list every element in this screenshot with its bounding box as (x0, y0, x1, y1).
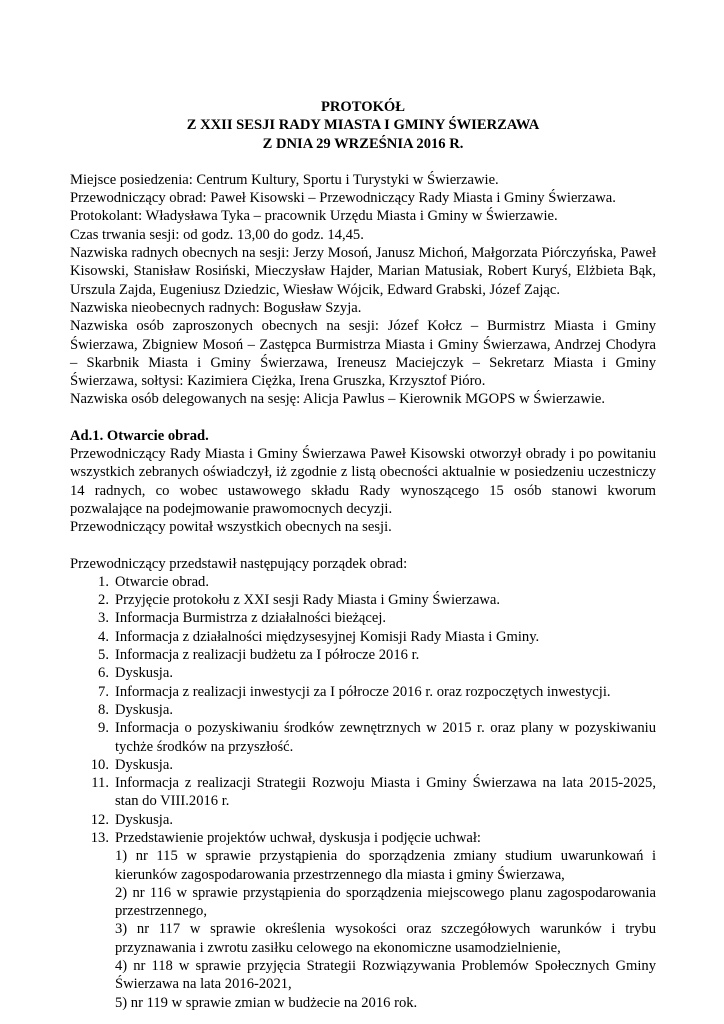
section-heading: Ad.1. Otwarcie obrad. (70, 427, 209, 444)
list-item: 11. Informacja z realizacji Strategii Rozwoju Miasta i Gminy Świerzawa na lata 2015-2025, stan do VIII.2016 r. (91, 775, 656, 810)
resolution-item: 2) nr 116 w sprawie przystąpienia do sporządzenia miejscowego planu zagospodarowania przestrzennego, (115, 884, 656, 920)
list-item: 12. Dyskusja. (90, 811, 173, 828)
list-item: 9. Informacja o pozyskiwaniu środków zewnętrznych w 2015 r. oraz plany w pozyskiwaniu tychże środków na przyszłość. (98, 720, 656, 755)
document-title (70, 98, 656, 153)
agenda-list (70, 573, 656, 1012)
meeting-duration: Czas trwania sesji: od godz. 13,00 do godz. 14,45. (70, 226, 364, 243)
list-item: 8. Dyskusja. (98, 701, 173, 718)
meeting-place: Miejsce posiedzenia: Centrum Kultury, Sportu i Turystyki w Świerzawie. (70, 171, 499, 188)
list-item: 4. Informacja z działalności międzysesyjnej Komisji Rady Miasta i Gminy. (98, 628, 540, 645)
agenda-intro: Przewodniczący przedstawił następujący porządek obrad: (70, 555, 408, 572)
session-info (70, 171, 656, 409)
list-item: 10. Dyskusja. (90, 756, 173, 773)
title-line-1: PROTOKÓŁ (320, 99, 406, 115)
list-item: 5. Informacja z realizacji budżetu za I półrocze 2016 r. (98, 647, 420, 664)
list-item: 7. Informacja z realizacji inwestycji za I półrocze 2016 r. oraz rozpoczętych inwestycji. (98, 683, 611, 700)
title-line-3: Z DNIA 29 WRZEŚNIA 2016 R. (262, 135, 464, 152)
list-item: 3. Informacja Burmistrza z działalności bieżącej. (98, 610, 387, 627)
present-councillors: Nazwiska radnych obecnych na sesji: Jerzy Mosoń, Janusz Michoń, Małgorzata Piórczyńska, Paweł Kisowski, Stanisław Rosiński, Mieczysław Hajder, Marian Matusiak, Robert Kuryś, Elżbieta Bąk, Urszula Zajda, Eugeniusz Dziedzic, Wiesław Wójcik, Edward Grabski, Józef Zając. (70, 245, 656, 298)
resolution-item: 1) nr 115 w sprawie przystąpienia do sporządzenia zmiany studium uwarunkowań i kierunków zagospodarowania przestrzennego dla miasta i gminy Świerzawa, (115, 848, 656, 883)
invited-guests: Nazwiska osób zaproszonych obecnych na sesji: Józef Kołcz – Burmistrz Miasta i Gminy Świerzawa, Zbigniew Mosoń – Zastępca Burmistrza Miasta i Gminy Świerzawa, Andrzej Chodyra – Skarbnik Miasta i Gminy Świerzawa, Ireneusz Maciejczyk – Sekretarz Miasta i Gminy Świerzawa, sołtysi: Kazimiera Ciężka, Irena Gruszka, Krzysztof Pióro. (70, 318, 656, 390)
meeting-recorder: Protokolant: Władysława Tyka – pracownik Urzędu Miasta i Gminy w Świerzawie. (70, 208, 558, 225)
delegated-persons: Nazwiska osób delegowanych na sesję: Alicja Pawlus – Kierownik MGOPS w Świerzawie. (70, 391, 606, 408)
title-line-2: Z XXII SESJI RADY MIASTA I GMINY ŚWIERZAWA (186, 117, 540, 134)
list-item: 1. Otwarcie obrad. (98, 573, 210, 590)
list-item: 2. Przyjęcie protokołu z XXI sesji Rady Miasta i Gminy Świerzawa. (98, 592, 501, 609)
list-item: 6. Dyskusja. (98, 665, 173, 682)
welcome-paragraph: Przewodniczący powitał wszystkich obecnych na sesji. (70, 519, 392, 536)
resolution-item: 5) nr 119 w sprawie zmian w budżecie na 2016 rok. (115, 994, 418, 1011)
list-item: 13. Przedstawienie projektów uchwał, dyskusja i podjęcie uchwał: 1) nr 115 w sprawie przystąpienia do sporządzenia zmiany studium uwarunkowań i kierunków zagospodarowania przestrzennego dla miasta i gminy Świerzawa, 2) nr 116 w sprawie przystąpienia do sporządzenia miejscowego planu zagospodarowania przestrzennego, 3) nr 117 w sprawie określenia wysokości oraz szczegółowych warunków i trybu przyznawania i zwrotu zasiłku celowego na ekonomiczne usamodzielnienie, 4) nr 118 w sprawie przyjęcia Strategii Rozwiązywania Problemów Społecznych Gminy Świerzawa na lata 2016-2021, 5) nr 119 w sprawie zmian w budżecie na 2016 rok. (90, 829, 656, 1011)
absent-councillors: Nazwiska nieobecnych radnych: Bogusław Szyja. (70, 299, 362, 316)
agenda (70, 555, 656, 1012)
resolution-item: 3) nr 117 w sprawie określenia wysokości oraz szczegółowych warunków i trybu przyznawania i zwrotu zasiłku celowego na ekonomiczne usamodzielnienie, (115, 921, 656, 956)
resolution-item: 4) nr 118 w sprawie przyjęcia Strategii Rozwiązywania Problemów Społecznych Gminy Świerzawa na lata 2016-2021, (115, 958, 656, 993)
section-opening (70, 427, 656, 537)
opening-paragraph: Przewodniczący Rady Miasta i Gminy Świerzawa Paweł Kisowski otworzył obrady i po powitaniu wszystkich zebranych oświadczył, iż zgodnie z listą obecności aktualnie w posiedzeniu uczestniczy 14 radnych, co wobec ustawowego składu Rady wynoszącego 15 osób stanowi kworum pozwalające na podejmowanie prawomocnych decyzji. (70, 446, 656, 517)
meeting-chair: Przewodniczący obrad: Paweł Kisowski – Przewodniczący Rady Miasta i Gminy Świerzawa. (70, 190, 616, 207)
